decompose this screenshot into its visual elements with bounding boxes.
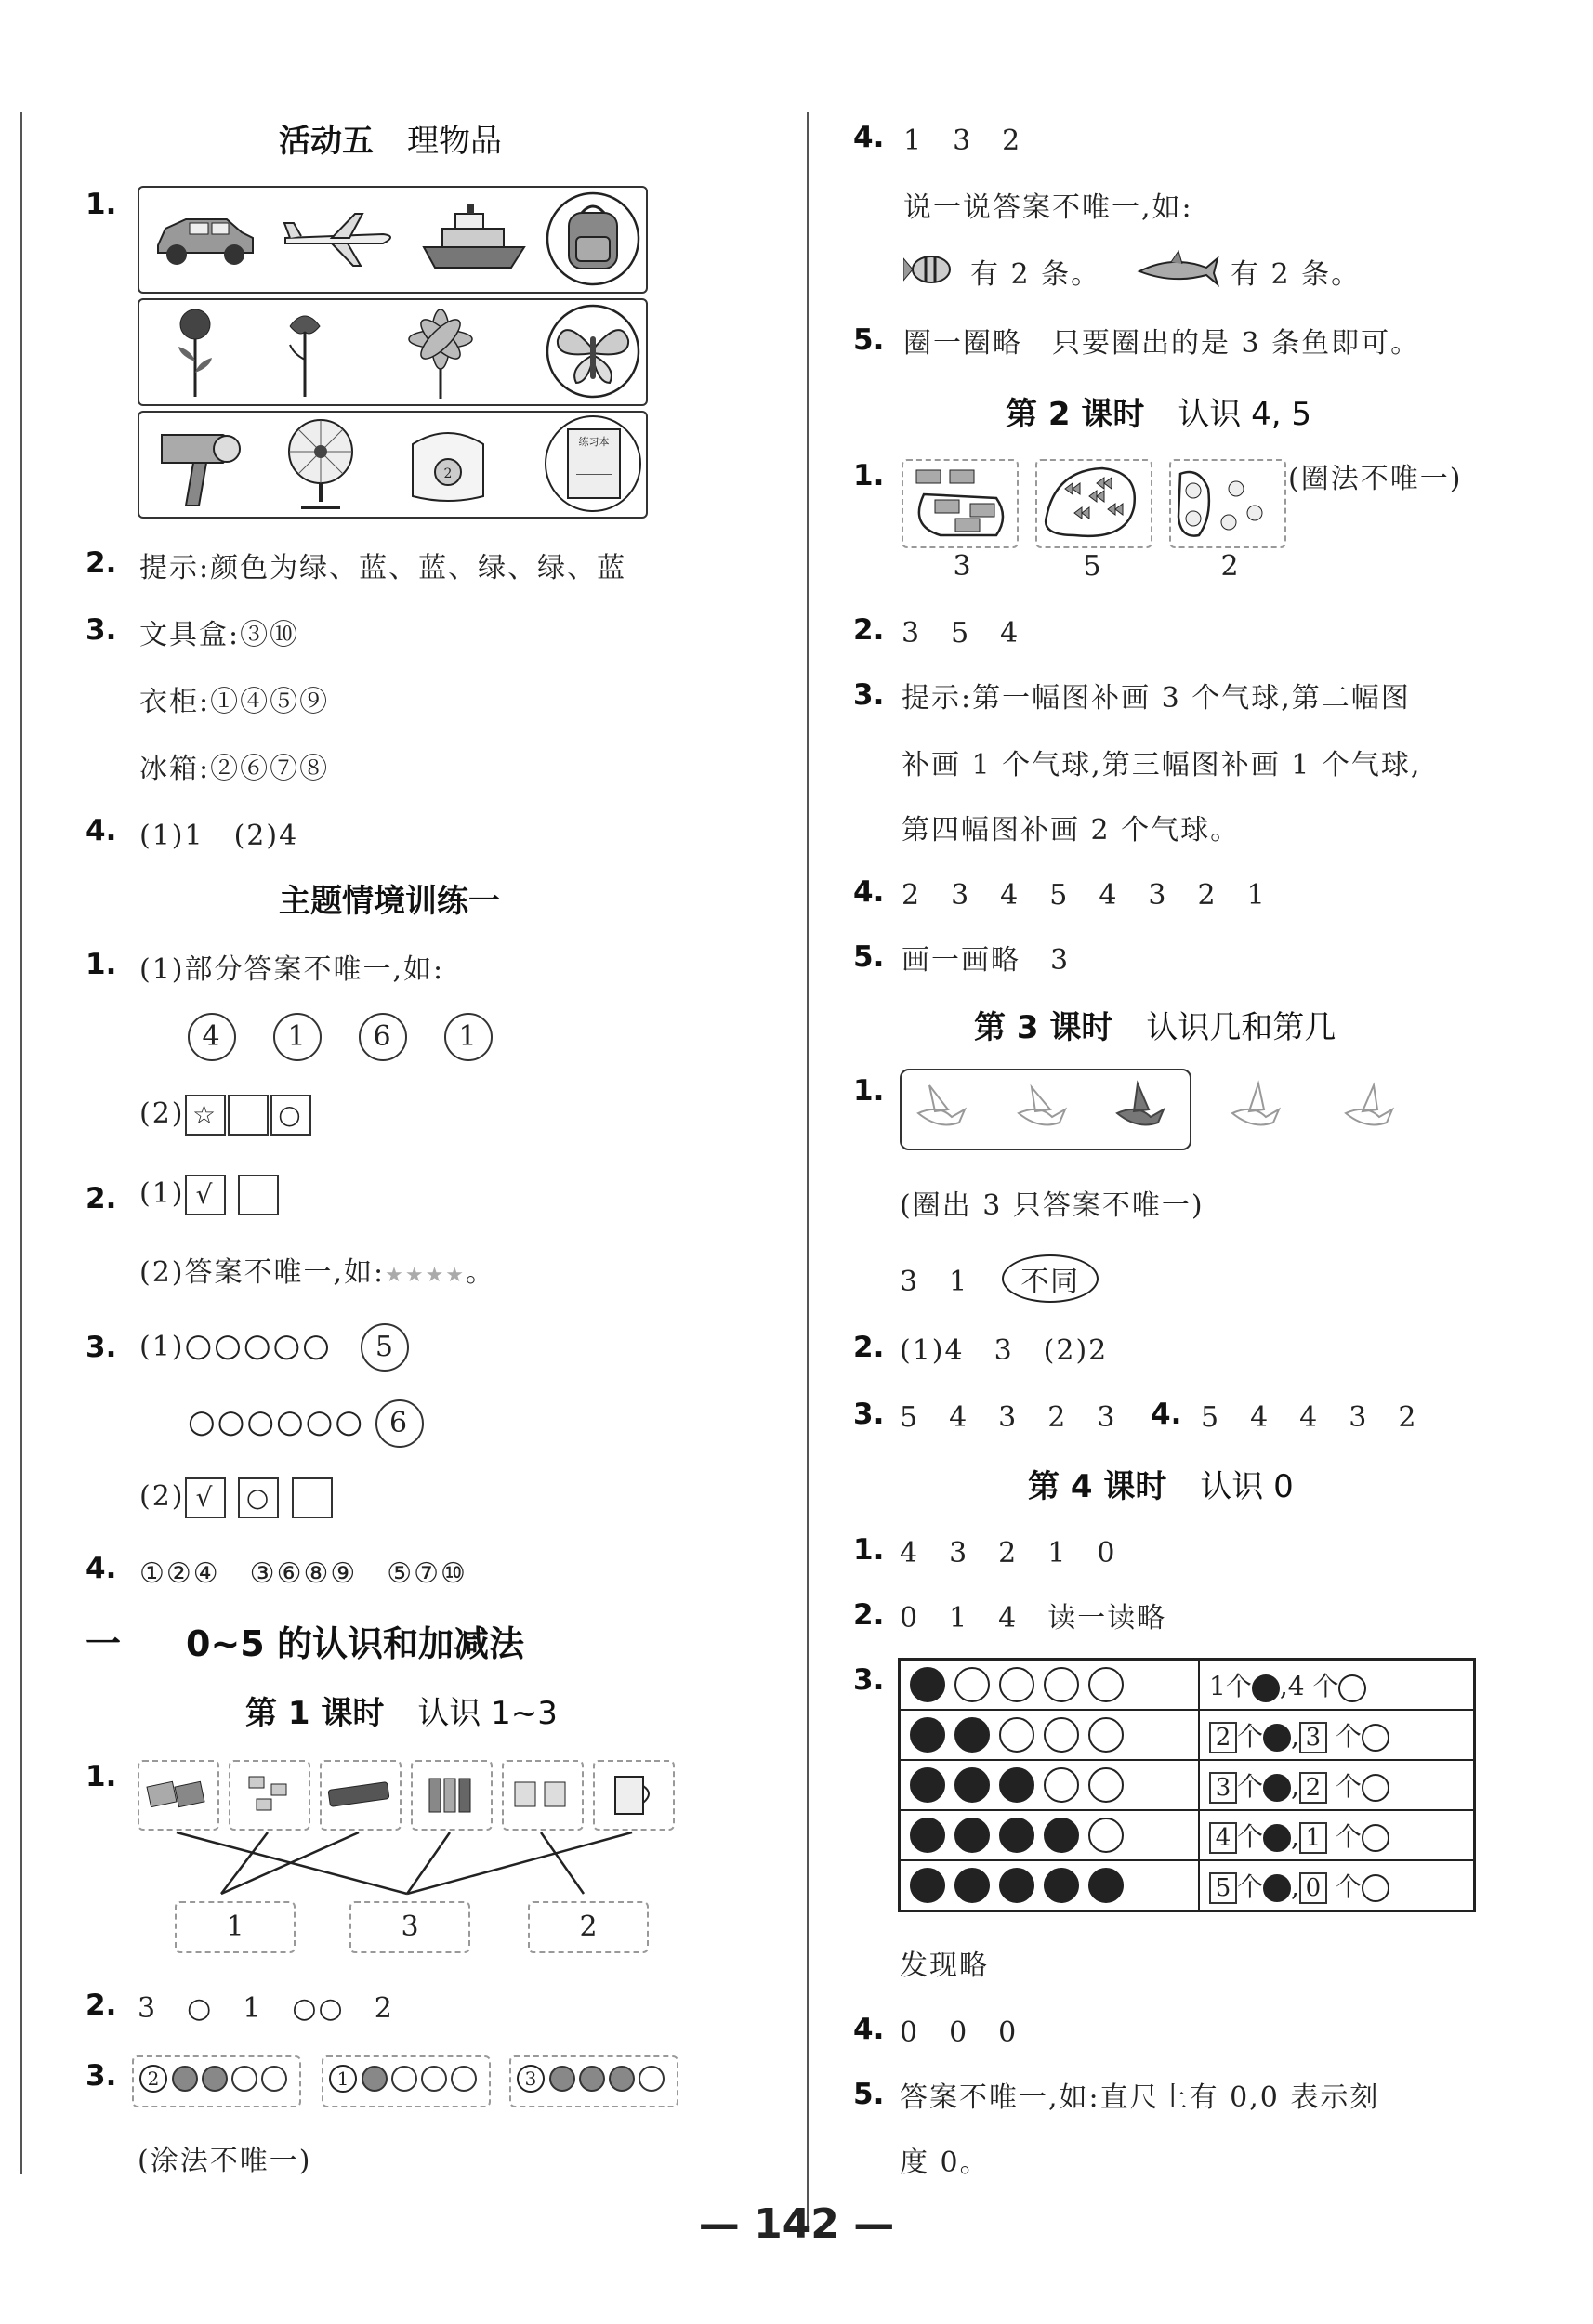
answer-text: 3 ○ 1 ○○ 2 [138, 1992, 394, 2025]
unit-text: 个 [1326, 1720, 1362, 1752]
picture-cell [593, 1760, 675, 1831]
circles: ○○○○○ [184, 1327, 332, 1364]
unit-text: 个 [1326, 1820, 1362, 1852]
picture-cell [411, 1760, 493, 1831]
answer-line: 文具盒:③⑩ [139, 619, 300, 651]
empty-box [292, 1477, 333, 1518]
filled-dot [999, 1767, 1034, 1803]
question-number: 4. [86, 1552, 117, 1585]
question-number: 3. [853, 1663, 885, 1697]
filled-dot [954, 1717, 990, 1753]
empty-box [238, 1175, 279, 1215]
circled-number: 6 [375, 1399, 424, 1448]
question-number: 2. [853, 613, 885, 647]
question-number: 3. [853, 1398, 885, 1431]
dot-cell [900, 1760, 1200, 1810]
question-number: 2. [86, 1182, 117, 1215]
bird-icon [911, 1076, 976, 1141]
unit-text: 个 [1237, 1770, 1264, 1802]
answer-line: 第四幅图补画 2 个气球。 [902, 814, 1241, 847]
unit-text: , [1279, 1671, 1288, 1701]
table-row [900, 1710, 1475, 1760]
picture-row-items [138, 411, 648, 519]
answer-text [139, 1249, 495, 1290]
butterfly-circled-icon [545, 303, 641, 400]
question-number: 1. [853, 1533, 885, 1567]
part-label: (1) [139, 1177, 185, 1210]
unit-text: 个 [1237, 1720, 1264, 1752]
circled-numbers [188, 1013, 530, 1061]
question-number: 2. [853, 1598, 885, 1632]
picture-row-flowers [138, 298, 648, 406]
bead-group [322, 2055, 491, 2107]
check-box: √ [185, 1477, 226, 1518]
filled-dot [954, 1767, 990, 1803]
circle-row [188, 1399, 461, 1448]
answer-line: 补画 1 个气球,第三幅图补画 1 个气球, [902, 749, 1422, 781]
empty-dot [1362, 1824, 1389, 1852]
answer-text: 有 2 条。 [1231, 258, 1362, 291]
lesson-title: 第 4 课时 认识 0 [1028, 1468, 1294, 1505]
empty-dot [1044, 1667, 1079, 1702]
question-number: 3. [853, 678, 885, 712]
label-box [175, 1901, 296, 1953]
filled-dot [1044, 1818, 1079, 1853]
filled-dot [910, 1818, 945, 1853]
circles: ○○○○○○ [188, 1403, 365, 1440]
notebook-circled-icon [545, 415, 641, 512]
stars: ★★★★ [385, 1264, 467, 1287]
electric-fan-icon [279, 416, 362, 513]
bead-group [509, 2055, 678, 2107]
table-row [900, 1860, 1475, 1911]
empty-dot [1088, 1667, 1124, 1702]
answer-text: 2 3 4 5 4 3 2 1 [902, 879, 1267, 912]
unit-text: , [1291, 1820, 1299, 1852]
chrysanthemum-icon [392, 304, 489, 400]
label-text: 2 [579, 1910, 598, 1943]
empty-dot [1362, 1774, 1389, 1802]
question-number: 4. [853, 2013, 885, 2046]
butterflies-circled-icon [1037, 461, 1147, 543]
filled-dot [999, 1818, 1034, 1853]
backpack-circled-icon [545, 190, 641, 287]
answer-text: 5 4 4 3 2 [1201, 1401, 1418, 1434]
answer-box: 2 [1209, 1722, 1237, 1753]
filled-dot [910, 1767, 945, 1803]
empty-dot [1088, 1818, 1124, 1853]
part-label: (2) [139, 1097, 185, 1130]
answer-shapes [139, 1095, 313, 1136]
count-label: 2 [1220, 550, 1239, 583]
count-value: 4 [1287, 1671, 1305, 1701]
unit-text: , [1291, 1720, 1299, 1752]
filled-dot [910, 1717, 945, 1753]
cup-icon [595, 1762, 669, 1827]
table-row [900, 1660, 1475, 1711]
picture-cell [138, 1760, 219, 1831]
picture-cell [320, 1760, 402, 1831]
question-number: 5. [853, 940, 885, 974]
bead-group [132, 2055, 301, 2107]
count-label: 5 [1083, 550, 1101, 583]
page-number-value: 142 [754, 2200, 839, 2248]
lesson-title: 第 3 课时 认识几和第几 [974, 1009, 1336, 1046]
answer-text: ①②④ ③⑥⑧⑨ ⑤⑦⑩ [139, 1557, 467, 1590]
filled-dot [1263, 1824, 1291, 1852]
answer-box: 0 [1299, 1872, 1327, 1904]
filled-dot [1088, 1868, 1124, 1903]
answer-check [139, 1175, 281, 1215]
unit-text: 个 [1225, 1671, 1252, 1701]
filled-dot [910, 1667, 945, 1702]
filled-dot [999, 1868, 1034, 1903]
circled-number: 4 [188, 1013, 236, 1061]
car-icon [149, 206, 260, 271]
rulers-icon [139, 1762, 214, 1827]
dot-cell [900, 1860, 1200, 1911]
answer-text: 发现略 [900, 1950, 989, 1982]
filled-dot [954, 1818, 990, 1853]
group-number: 2 [139, 2065, 167, 2093]
bird-icon [1225, 1076, 1290, 1141]
answer-line: 提示:第一幅图补画 3 个气球,第二幅图 [902, 682, 1411, 715]
answer-text: 5 4 3 2 3 [900, 1401, 1117, 1434]
filled-dot [910, 1868, 945, 1903]
notebook-label: 练习本 [578, 436, 610, 448]
picture-cell [502, 1760, 584, 1831]
answer-text [900, 1254, 1099, 1303]
bird-selection-box [900, 1069, 1191, 1150]
rabbits-circled-icon [1171, 461, 1281, 543]
carnation-icon [277, 304, 333, 400]
answer-text: 说一说答案不唯一,如: [903, 191, 1193, 224]
numbers: 3 1 [900, 1266, 969, 1298]
filled-dot [954, 1868, 990, 1903]
bead-row [139, 2065, 291, 2093]
question-number: 4. [853, 121, 885, 154]
count-value: 1 [1209, 1671, 1226, 1701]
notebook-lines [576, 466, 612, 475]
empty-dot [1044, 1717, 1079, 1753]
picture-cell [1035, 459, 1152, 548]
answer-box: 4 [1209, 1822, 1237, 1854]
svg-text:2: 2 [443, 466, 453, 481]
answer-box: 3 [1209, 1772, 1237, 1804]
check-box: √ [185, 1175, 226, 1215]
circled-number: 6 [359, 1013, 407, 1061]
answer-text: 提示:颜色为绿、蓝、蓝、绿、绿、蓝 [139, 552, 627, 584]
period: 。 [466, 1256, 496, 1289]
question-number: 5. [853, 2078, 885, 2111]
answer-text: (1)4 3 (2)2 [900, 1334, 1109, 1367]
section-title: 主题情境训练一 [279, 883, 500, 920]
bird-icon [1338, 1076, 1403, 1141]
empty-dot [1362, 1724, 1389, 1752]
picture-cell [1169, 459, 1286, 548]
count-label: 3 [953, 550, 971, 583]
books-icon [413, 1762, 487, 1827]
question-number: 3. [86, 2059, 117, 2093]
question-number: 2. [86, 546, 117, 580]
part-label: (2)答案不唯一,如: [139, 1256, 386, 1289]
empty-dot [1088, 1717, 1124, 1753]
unit-text: 个 [1237, 1820, 1264, 1852]
erasers-icon [230, 1762, 305, 1827]
note-text: (圈法不唯一) [1288, 463, 1463, 495]
left-margin-rule [20, 112, 22, 2174]
part-label: (2) [139, 1480, 185, 1513]
circle-box: ○ [238, 1477, 279, 1518]
label-box [528, 1901, 649, 1953]
circle-row [139, 1323, 446, 1372]
answer-text: 画一画略 3 [902, 944, 1071, 977]
dot-cell [900, 1710, 1200, 1760]
question-number: 2. [86, 1989, 117, 2022]
part-label: (1) [139, 1331, 185, 1363]
group-number: 3 [517, 2065, 545, 2093]
answer-text: 0 0 0 [900, 2016, 1019, 2049]
bead-row [517, 2065, 668, 2093]
unit-title: 一 0~5 的认识和加减法 [86, 1623, 524, 1664]
answer-box: 2 [1299, 1772, 1327, 1804]
filled-dot [1044, 1868, 1079, 1903]
answer-text: 有 2 条。 [970, 258, 1101, 291]
lesson-title: 第 1 课时 认识 1~3 [245, 1695, 558, 1732]
picture-row-vehicles [138, 186, 648, 294]
answer-line: 答案不唯一,如:直尺上有 0,0 表示刻 [900, 2081, 1380, 2114]
unit-text: 个 [1304, 1671, 1339, 1701]
empty-dot [1338, 1674, 1366, 1702]
sharpeners-icon [504, 1762, 578, 1827]
question-number: 4. [853, 875, 885, 909]
table-row [900, 1810, 1475, 1860]
filled-dot [1263, 1724, 1291, 1752]
unit-text: , [1291, 1871, 1299, 1902]
question-number: 5. [853, 323, 885, 357]
activity-title: 活动五 理物品 [279, 123, 502, 160]
empty-dot [954, 1667, 990, 1702]
answer-text: 1 3 2 [903, 125, 1022, 157]
answer-text: 4 3 2 1 0 [900, 1537, 1117, 1569]
note-text: (圈出 3 只答案不唯一) [900, 1189, 1205, 1222]
answer-text: 0 1 4 读一读略 [900, 1602, 1167, 1635]
count-cell [1199, 1860, 1475, 1911]
unit-text: , [1291, 1770, 1299, 1802]
note-text: (涂法不唯一) [138, 2145, 312, 2177]
rice-cooker-icon [400, 416, 496, 513]
filled-dot [1252, 1674, 1280, 1702]
count-cell [1199, 1810, 1475, 1860]
answer-line: 衣柜:①④⑤⑨ [139, 686, 330, 718]
filled-dot [1263, 1774, 1291, 1802]
empty-dot [1044, 1767, 1079, 1803]
label-text: 3 [401, 1910, 419, 1943]
answer-box: 3 [1299, 1722, 1327, 1753]
answer-text: 圈一圈略 只要圈出的是 3 条鱼即可。 [903, 327, 1421, 360]
rose-icon [167, 304, 223, 400]
bead-row [329, 2065, 481, 2093]
unit-text: 个 [1237, 1871, 1264, 1902]
picture-cell [902, 459, 1019, 548]
question-number: 1. [853, 459, 885, 492]
picture-cell [229, 1760, 310, 1831]
question-number: 1. [86, 188, 117, 221]
shape-box: ○ [270, 1095, 311, 1136]
bird-icon [1110, 1076, 1175, 1141]
question-number: 3. [86, 613, 117, 647]
label-text: 1 [226, 1910, 244, 1943]
table-row [900, 1760, 1475, 1810]
count-table [898, 1658, 1476, 1912]
circled-number: 1 [273, 1013, 322, 1061]
group-number: 1 [329, 2065, 357, 2093]
empty-dot [1088, 1767, 1124, 1803]
dot-cell [900, 1810, 1200, 1860]
filled-dot [1263, 1874, 1291, 1902]
question-number: 4. [1151, 1398, 1182, 1431]
circled-number: 1 [444, 1013, 493, 1061]
shape-box [228, 1095, 269, 1136]
answer-shapes [139, 1477, 335, 1518]
unit-text: 个 [1326, 1770, 1362, 1802]
count-cell [1199, 1710, 1475, 1760]
pencil-case-icon [322, 1762, 396, 1827]
empty-dot [999, 1717, 1034, 1753]
circled-number: 5 [361, 1323, 409, 1372]
empty-dot [999, 1667, 1034, 1702]
count-cell [1199, 1760, 1475, 1810]
answer-text: (1)部分答案不唯一,如: [139, 953, 445, 986]
bird-icon [1011, 1076, 1076, 1141]
answer-box: 1 [1299, 1822, 1327, 1854]
toy-cars-circled-icon [903, 461, 1013, 543]
lesson-title: 第 2 课时 认识 4, 5 [1006, 396, 1312, 433]
question-number: 3. [86, 1331, 117, 1364]
page-number: — 142 — [698, 2200, 895, 2248]
answer-line: 度 0。 [900, 2147, 990, 2179]
empty-dot [1362, 1874, 1389, 1902]
hair-dryer-icon [152, 416, 255, 513]
column-divider [807, 112, 809, 2230]
question-number: 1. [86, 948, 117, 981]
airplane-icon [281, 206, 402, 271]
answer-box: 5 [1209, 1872, 1237, 1904]
label-box [349, 1901, 470, 1953]
count-cell [1199, 1660, 1475, 1711]
answer-line: 冰箱:②⑥⑦⑧ [139, 753, 330, 785]
question-number: 2. [853, 1331, 885, 1364]
shape-box: ☆ [185, 1095, 226, 1136]
ship-icon [418, 203, 530, 277]
question-number: 4. [86, 814, 117, 847]
dot-cell [900, 1660, 1200, 1711]
answer-text: (1)1 (2)4 [139, 820, 299, 852]
question-number: 1. [86, 1760, 117, 1793]
unit-text: 个 [1326, 1871, 1362, 1902]
shark-icon [1136, 249, 1219, 290]
notebook-cover [567, 428, 621, 499]
oval-answer: 不同 [1002, 1254, 1099, 1303]
tropical-fish-icon [903, 249, 957, 290]
question-number: 1. [853, 1074, 885, 1108]
answer-text: 3 5 4 [902, 617, 1020, 650]
